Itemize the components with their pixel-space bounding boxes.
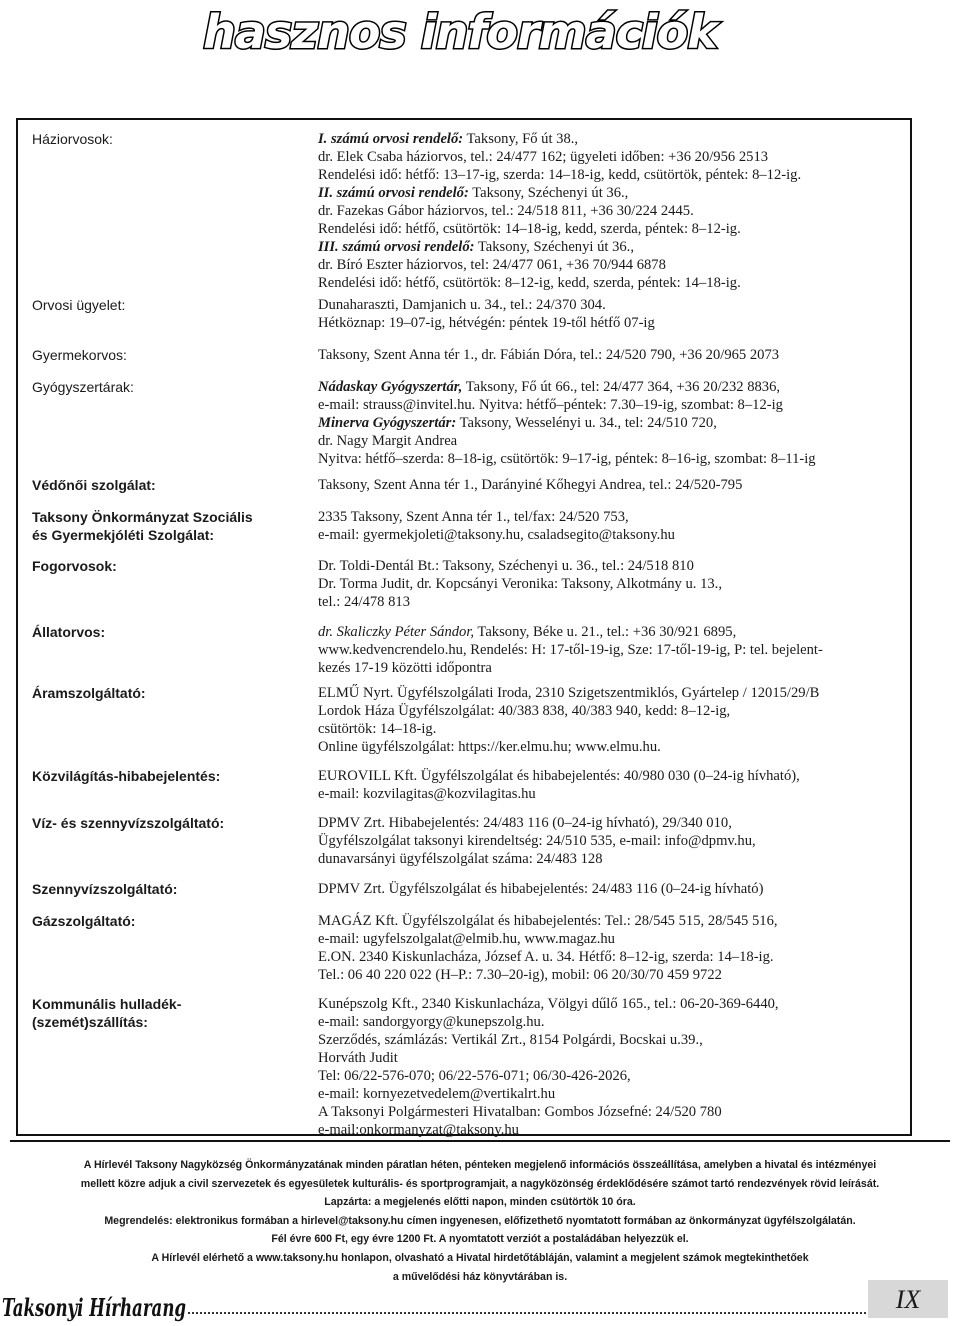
- section-content: [318, 557, 902, 611]
- text-line: Taksony, Szent Anna tér 1., Darányiné Kőhegyi Andrea, tel.: 24/520-795: [318, 477, 743, 493]
- text-line: Tel: 06/22-576-070; 06/22-576-071; 06/30-426-2026,: [318, 1068, 631, 1084]
- text-line: dr. Nagy Margit Andrea: [318, 433, 458, 449]
- brand-logo: [0, 1288, 200, 1324]
- text-line: e-mail: kornyezetvedelem@vertikalrt.hu: [318, 1086, 556, 1102]
- text-line: Hétköznap: 19–07-ig, hétvégén: péntek 19-től hétfő 07-ig: [318, 315, 655, 331]
- text-line: Horváth Judit: [318, 1050, 398, 1066]
- info-box: [16, 118, 912, 1136]
- text-line: EUROVILL Kft. Ügyfélszolgálat és hibabejelentés: 40/980 030 (0–24-ig hívható),: [318, 768, 800, 784]
- text-line: Ügyfélszolgálat taksonyi kirendeltség: 24/510 535, e-mail: info@dpmv.hu,: [318, 833, 756, 849]
- text-line: dr. Bíró Eszter háziorvos, tel: 24/477 061, +36 70/944 6878: [318, 257, 666, 273]
- text-line: Online ügyfélszolgálat: https://ker.elmu.hu; www.elmu.hu.: [318, 739, 661, 755]
- text-line: Nyitva: hétfő–szerda: 8–18-ig, csütörtök: 9–17-ig, péntek: 8–16-ig, szombat: 8–11-ig: [318, 451, 816, 467]
- text-line: Minerva Gyógyszertár: Taksony, Wesselényi u. 34., tel: 24/510 720,: [318, 415, 717, 431]
- footer-line: Lapzárta: a megjelenés előtti napon, minden csütörtök 10 óra.: [324, 1196, 636, 1209]
- text-line: e-mail: ugyfelszolgalat@elmib.hu, www.magaz.hu: [318, 931, 615, 947]
- text-line: Nádaskay Gyógyszertár, Taksony, Fő út 66., tel: 24/477 364, +36 20/232 8836,: [318, 379, 781, 395]
- text-line: Dr. Torma Judit, dr. Kopcsányi Veronika: Taksony, Alkotmány u. 13.,: [318, 576, 722, 592]
- text-line: 2335 Taksony, Szent Anna tér 1., tel/fax: 24/520 753,: [318, 509, 629, 525]
- footer-line: A Hírlevél elérhető a www.taksony.hu honlapon, olvasható a Hivatal hirdetőtábláján, valamint a megjelent számok megtekinthetőek: [151, 1251, 809, 1264]
- section-label: Áramszolgáltató:: [32, 685, 146, 701]
- section-label: Gyermekorvos:: [32, 347, 127, 363]
- section-content: [318, 378, 902, 468]
- section-content: [318, 296, 902, 332]
- text-line: Taksony, Szent Anna tér 1., dr. Fábián Dóra, tel.: 24/520 790, +36 20/965 2073: [318, 347, 780, 363]
- text-line: dr. Skaliczky Péter Sándor, Taksony, Béke u. 21., tel.: +36 30/921 6895,: [318, 624, 737, 640]
- text-line: DPMV Zrt. Ügyfélszolgálat és hibabejelentés: 24/483 116 (0–24-ig hívható): [318, 881, 764, 897]
- footer-line: mellett közre adjuk a civil szervezetek és egyesületek kulturális- és sportprogramjait, a nagyközönség érdeklődésére számot tartó rendezvények rövid leírását.: [80, 1177, 880, 1190]
- text-line: dunavarsányi ügyfélszolgálat száma: 24/483 128: [318, 851, 603, 867]
- text-line: dr. Fazekas Gábor háziorvos, tel.: 24/518 811, +36 30/224 2445.: [318, 203, 694, 219]
- section-content: [318, 880, 902, 898]
- footer-line: a művelődési ház könyvtárában is.: [392, 1270, 568, 1283]
- section-content: [318, 767, 902, 803]
- section-content: [318, 623, 902, 677]
- svg-text:hasznos információk: hasznos információk: [203, 5, 717, 59]
- text-line: Lordok Háza Ügyfélszolgálat: 40/383 838, 40/383 940, kedd: 8–12-ig,: [318, 703, 731, 719]
- section-content: [318, 346, 902, 364]
- section-label: Taksony Önkormányzat Szociális és Gyermekjóléti Szolgálat:: [32, 509, 253, 543]
- page-header-title: [203, 0, 717, 62]
- text-line: e-mail: kozvilagitas@kozvilagitas.hu: [318, 786, 536, 802]
- footer-dotted-rule: [188, 1306, 866, 1314]
- section-label: Orvosi ügyelet:: [32, 297, 126, 313]
- text-line: E.ON. 2340 Kiskunlacháza, József A. u. 34. Hétfő: 8–12-ig, szerda: 14–18-ig.: [318, 949, 774, 965]
- section-content: [318, 912, 902, 984]
- section-label: Szennyvízszolgáltató:: [32, 881, 178, 897]
- text-line: II. számú orvosi rendelő: Taksony, Széchenyi út 36.,: [318, 185, 629, 201]
- section-content: [318, 814, 902, 868]
- text-line: kezés 17-19 közötti időpontra: [318, 660, 492, 676]
- section-label: Gázszolgáltató:: [32, 913, 136, 929]
- text-line: Dr. Toldi-Dentál Bt.: Taksony, Széchenyi u. 36., tel.: 24/518 810: [318, 558, 694, 574]
- section-label: Közvilágítás-hibabejelentés:: [32, 768, 221, 784]
- text-line: e-mail: strauss@invitel.hu. Nyitva: hétfő–péntek: 7.30–19-ig, szombat: 8–12-ig: [318, 397, 783, 413]
- svg-text:Taksonyi Hírharang: Taksonyi Hírharang: [2, 1293, 186, 1322]
- text-line: Szerződés, számlázás: Vertikál Zrt., 8154 Polgárdi, Bocskai u.39.,: [318, 1032, 703, 1048]
- text-line: Rendelési idő: hétfő, csütörtök: 8–12-ig, kedd, szerda, péntek: 14–18-ig.: [318, 275, 741, 291]
- footer-text: [10, 1156, 950, 1286]
- section-content: [318, 508, 902, 544]
- section-content: [318, 684, 902, 756]
- text-line: Kunépszolg Kft., 2340 Kiskunlacháza, Völgyi dűlő 165., tel.: 06-20-369-6440,: [318, 996, 779, 1012]
- section-content: [318, 130, 902, 292]
- text-line: dr. Elek Csaba háziorvos, tel.: 24/477 162; ügyeleti időben: +36 20/956 2513: [318, 149, 769, 165]
- text-line: Rendelési idő: hétfő, csütörtök: 14–18-ig, kedd, szerda, péntek: 8–12-ig.: [318, 221, 741, 237]
- footer-info: [10, 1140, 950, 1283]
- text-line: A Taksonyi Polgármesteri Hivatalban: Gombos Józsefné: 24/520 780: [318, 1104, 722, 1120]
- text-line: I. számú orvosi rendelő: Taksony, Fő út 38.,: [318, 131, 579, 147]
- footer-line: Fél évre 600 Ft, egy évre 1200 Ft. A nyomtatott verziót a postaládában helyezzük el.: [271, 1233, 689, 1246]
- section-label: Kommunális hulladék- (szemét)szállítás:: [32, 996, 182, 1030]
- text-line: ELMŰ Nyrt. Ügyfélszolgálati Iroda, 2310 Szigetszentmiklós, Gyártelep / 12015/29/B: [318, 685, 820, 701]
- text-line: III. számú orvosi rendelő: Taksony, Széchenyi út 36.,: [318, 239, 634, 255]
- page-number: IX: [868, 1280, 948, 1318]
- text-line: csütörtök: 14–18-ig.: [318, 721, 437, 737]
- footer-line: A Hírlevél Taksony Nagyközség Önkormányzatának minden páratlan héten, pénteken megjelenő információs összeállítása, amelyben a hivatal és intézményei: [83, 1159, 877, 1171]
- text-line: Dunaharaszti, Damjanich u. 34., tel.: 24/370 304.: [318, 297, 606, 313]
- text-line: Rendelési idő: hétfő: 13–17-ig, szerda: 14–18-ig, kedd, csütörtök, péntek: 8–12-ig.: [318, 167, 802, 183]
- text-line: www.kedvencrendelo.hu, Rendelés: H: 17-től-19-ig, Sze: 17-től-19-ig, P: tel. bejelent-: [318, 642, 823, 658]
- text-line: Tel.: 06 40 220 022 (H–P.: 7.30–20-ig), mobil: 06 20/30/70 459 9722: [318, 967, 722, 983]
- footer-line: Megrendelés: elektronikus formában a hirlevel@taksony.hu címen ingyenesen, előfizethető nyomtatott formában az önkormányzat ügyfélszolgálatán.: [104, 1214, 856, 1227]
- section-label: Gyógyszertárak:: [32, 379, 134, 395]
- section-label: Háziorvosok:: [32, 131, 113, 147]
- text-line: e-mail: sandorgyorgy@kunepszolg.hu.: [318, 1014, 545, 1030]
- section-label: Fogorvosok:: [32, 558, 117, 574]
- text-line: e-mail: gyermekjoleti@taksony.hu, csaladsegito@taksony.hu: [318, 527, 675, 543]
- section-label: Víz- és szennyvízszolgáltató:: [32, 815, 225, 831]
- text-line: DPMV Zrt. Hibabejelentés: 24/483 116 (0–24-ig hívható), 29/340 010,: [318, 815, 732, 831]
- section-content: [318, 476, 902, 494]
- section-label: Állatorvos:: [32, 624, 106, 640]
- text-line: MAGÁZ Kft. Ügyfélszolgálat és hibabejelentés: Tel.: 28/545 515, 28/545 516,: [318, 913, 778, 929]
- section-label: Védőnői szolgálat:: [32, 477, 156, 493]
- text-line: tel.: 24/478 813: [318, 594, 411, 610]
- section-content: [318, 995, 902, 1139]
- text-line: e-mail:onkormanyzat@taksony.hu: [318, 1122, 519, 1138]
